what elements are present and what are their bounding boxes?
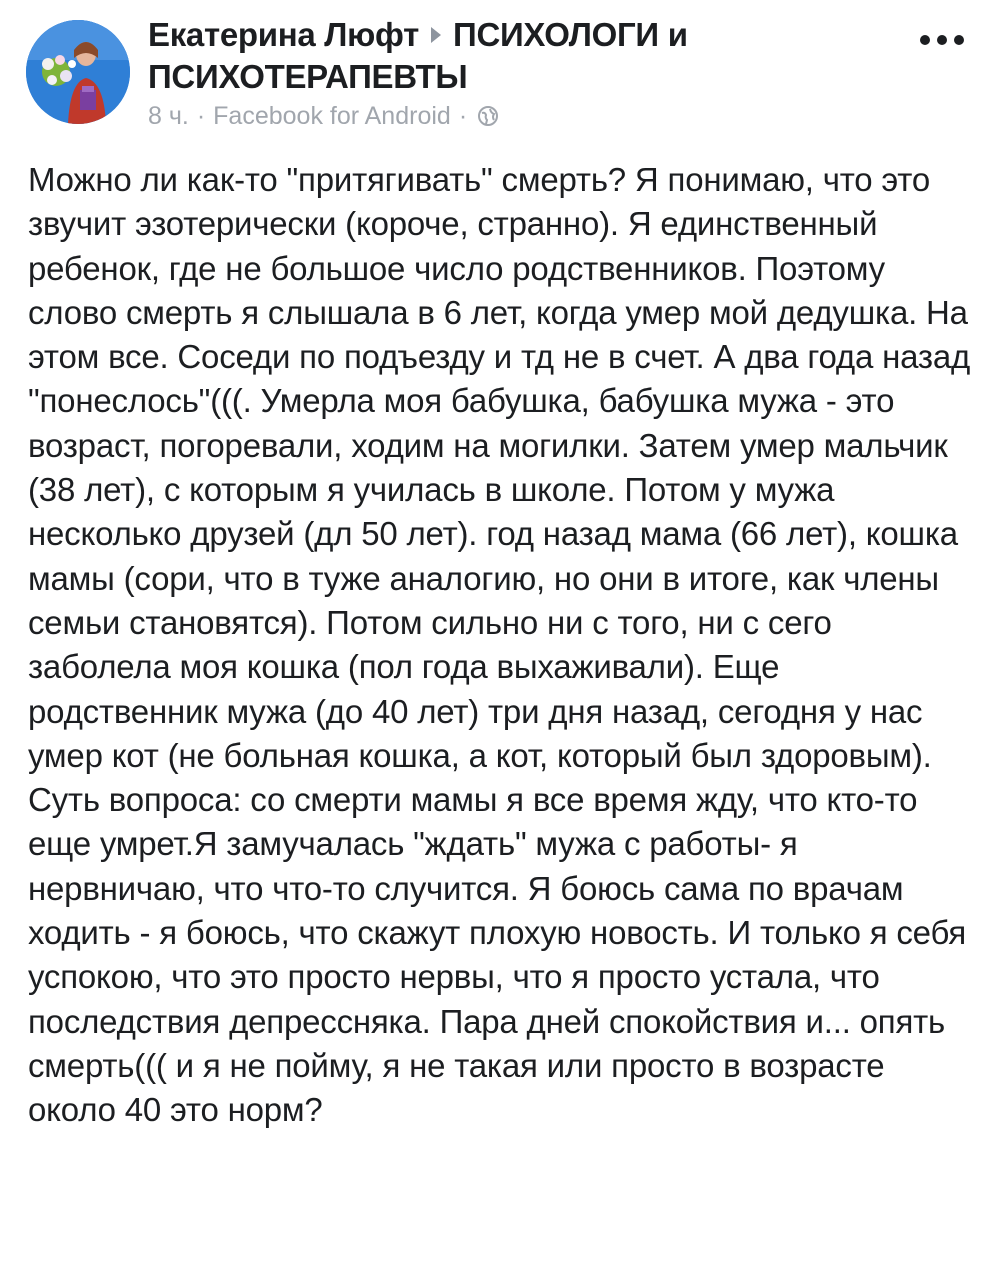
group-name[interactable]: ПСИХОЛОГИ и ПСИХОТЕРАПЕВТЫ <box>148 16 688 95</box>
post-header <box>0 0 994 150</box>
more-dots-icon <box>954 35 964 45</box>
post-source: Facebook for Android <box>213 102 451 130</box>
post-header-text <box>148 14 908 132</box>
avatar-photo <box>26 20 130 124</box>
meta-separator-2: · <box>458 102 468 130</box>
more-dots-icon <box>920 35 930 45</box>
chevron-right-icon <box>431 27 441 43</box>
post-time[interactable]: 8 ч. <box>148 102 189 130</box>
author-avatar[interactable] <box>26 20 130 124</box>
post-meta <box>148 100 908 132</box>
post-text: Можно ли как-то "притягивать" смерть? Я понимаю, что это звучит эзотерически (короче, странно). Я единственный ребенок, где не большое число родственников. Поэтому слово смерть я слышала в 6 лет, когда умер мой дедушка. На этом все. Соседи по подъезду и тд не в счет. А два года назад "понеслось"(((. Умерла моя бабушка, бабушка мужа - это возраст, погоревали, ходим на могилки. Затем умер мальчик (38 лет), с которым я училась в школе. Потом у мужа несколько друзей (дл 50 лет). год назад мама (66 лет), кошка мамы (сори, что в туже аналогию, но они в итоге, как члены семьи становятся). Потом сильно ни с того, ни с сего заболела моя кошка (пол года выхаживали). Еще родственник мужа (до 40 лет) три дня назад, сегодня у нас умер кот (не больная кошка, а кот, который был здоровым). Суть вопроса: со смерти мамы я все время жду, что кто-то еще умрет.Я замучалась "ждать" мужа с работы- я нервничаю, что что-то случится. Я боюсь сама по врачам ходить - я боюсь, что скажут плохую новость. И только я себя успокою, что это просто нервы, что я просто устала, что последствия депрессняка. Пара дней спокойствия и... опять смерть((( и я не пойму, я не такая или просто в возрасте около 40 это норм? <box>28 161 971 1129</box>
author-line <box>148 14 908 98</box>
meta-separator: · <box>196 102 206 130</box>
more-dots-icon <box>937 35 947 45</box>
author-name[interactable]: Екатерина Люфт <box>148 16 420 53</box>
more-options-button[interactable] <box>920 30 964 50</box>
globe-icon[interactable] <box>477 105 499 127</box>
